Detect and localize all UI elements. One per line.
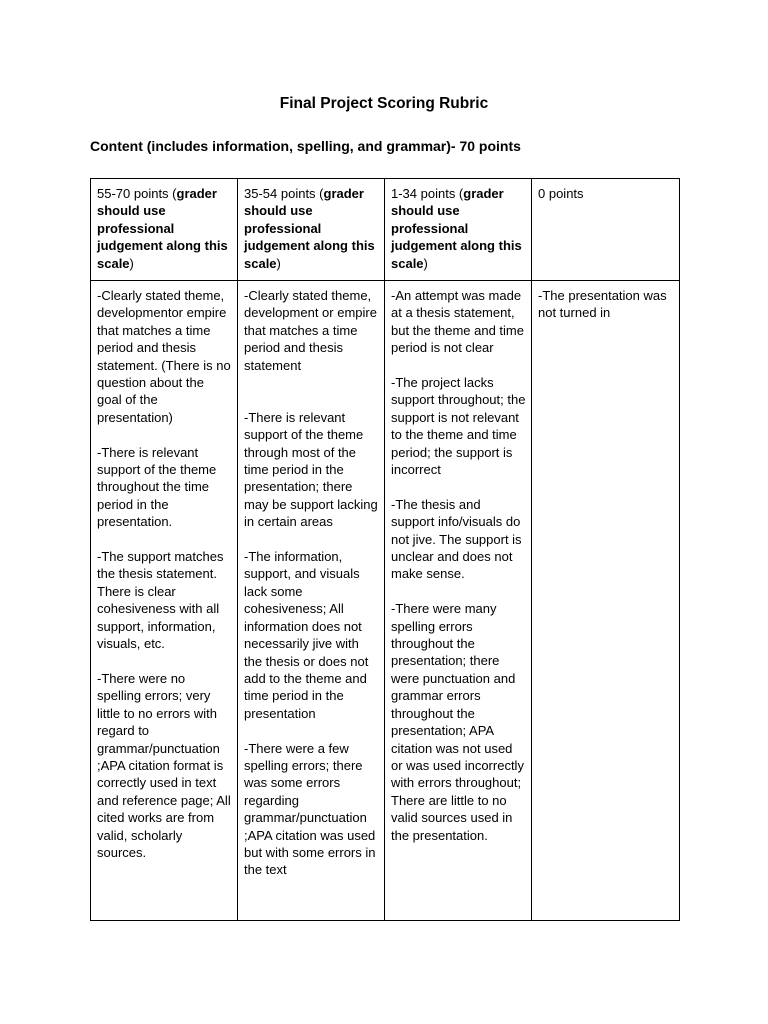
criterion-text: -The support matches the thesis statement. There is clear cohesiveness with all support, information, visuals, etc. [97,549,224,652]
criterion-text: -Clearly stated theme, development or empire that matches a time period and thesis statement [244,288,377,373]
closing-paren: ) [423,255,428,271]
rubric-header-row [91,179,680,281]
criterion-text: -The project lacks support throughout; the support is not relevant to the theme and time period; the support is incorrect [391,375,526,478]
criterion-text: -An attempt was made at a thesis statement, but the theme and time period is not clear [391,288,524,356]
criterion-text: -There is relevant support of the theme throughout the time period in the presentation. [97,444,217,530]
document-title: Final Project Scoring Rubric [279,95,489,112]
closing-paren: ) [276,255,281,271]
points-range: 0 points [538,186,584,201]
points-range: 55-70 points ( [97,186,177,201]
section-heading: Content (includes information, spelling, and grammar)- 70 points [90,138,521,154]
criterion-text: -The information, support, and visuals lack some cohesiveness; All information does not necessarily jive with the thesis or does not add to the theme and time period in the presentation [244,549,369,721]
criterion-text: -The presentation was not turned in [538,288,667,321]
rubric-criteria-cell-3 [385,281,532,921]
grader-note: grader should use professional judgement along this scale [97,186,228,271]
criterion-text: -There were many spelling errors throughout the presentation; there were punctuation and grammar errors throughout the presentation; APA citation was not used or was used incorrectly with errors throughout; There are little to no valid sources used in the presentation. [391,601,524,843]
rubric-table [90,178,680,921]
closing-paren: ) [129,255,134,271]
criterion-text: -The thesis and support info/visuals do not jive. The support is unclear and does not make sense. [391,496,522,582]
grader-note: grader should use professional judgement along this scale [391,186,522,271]
points-range: 1-34 points ( [391,186,464,201]
grader-note: grader should use professional judgement along this scale [244,186,375,271]
rubric-criteria-cell-4 [532,281,680,921]
rubric-header-cell-1 [91,179,238,281]
criterion-text: -There were no spelling errors; very little to no errors with regard to grammar/punctuation ;APA citation format is correctly used in text and reference page; All cited works are from valid, scholarly sources. [97,670,231,860]
criterion-text: -Clearly stated theme, developmentor empire that matches a time period and thesis statement. (There is no question about the goal of the presentation) [97,288,231,425]
points-range: 35-54 points ( [244,186,324,201]
criterion-text: -There is relevant support of the theme through most of the time period in the presentation; there may be support lacking in certain areas [244,409,378,530]
rubric-criteria-row [91,281,680,921]
criterion-text: -There were a few spelling errors; there was some errors regarding grammar/punctuation ;APA citation was used but with some errors in the text [244,740,376,878]
rubric-header-cell-2 [238,179,385,281]
rubric-criteria-cell-2 [238,281,385,921]
rubric-header-cell-4 [532,179,680,281]
rubric-header-cell-3 [385,179,532,281]
rubric-criteria-cell-1 [91,281,238,921]
